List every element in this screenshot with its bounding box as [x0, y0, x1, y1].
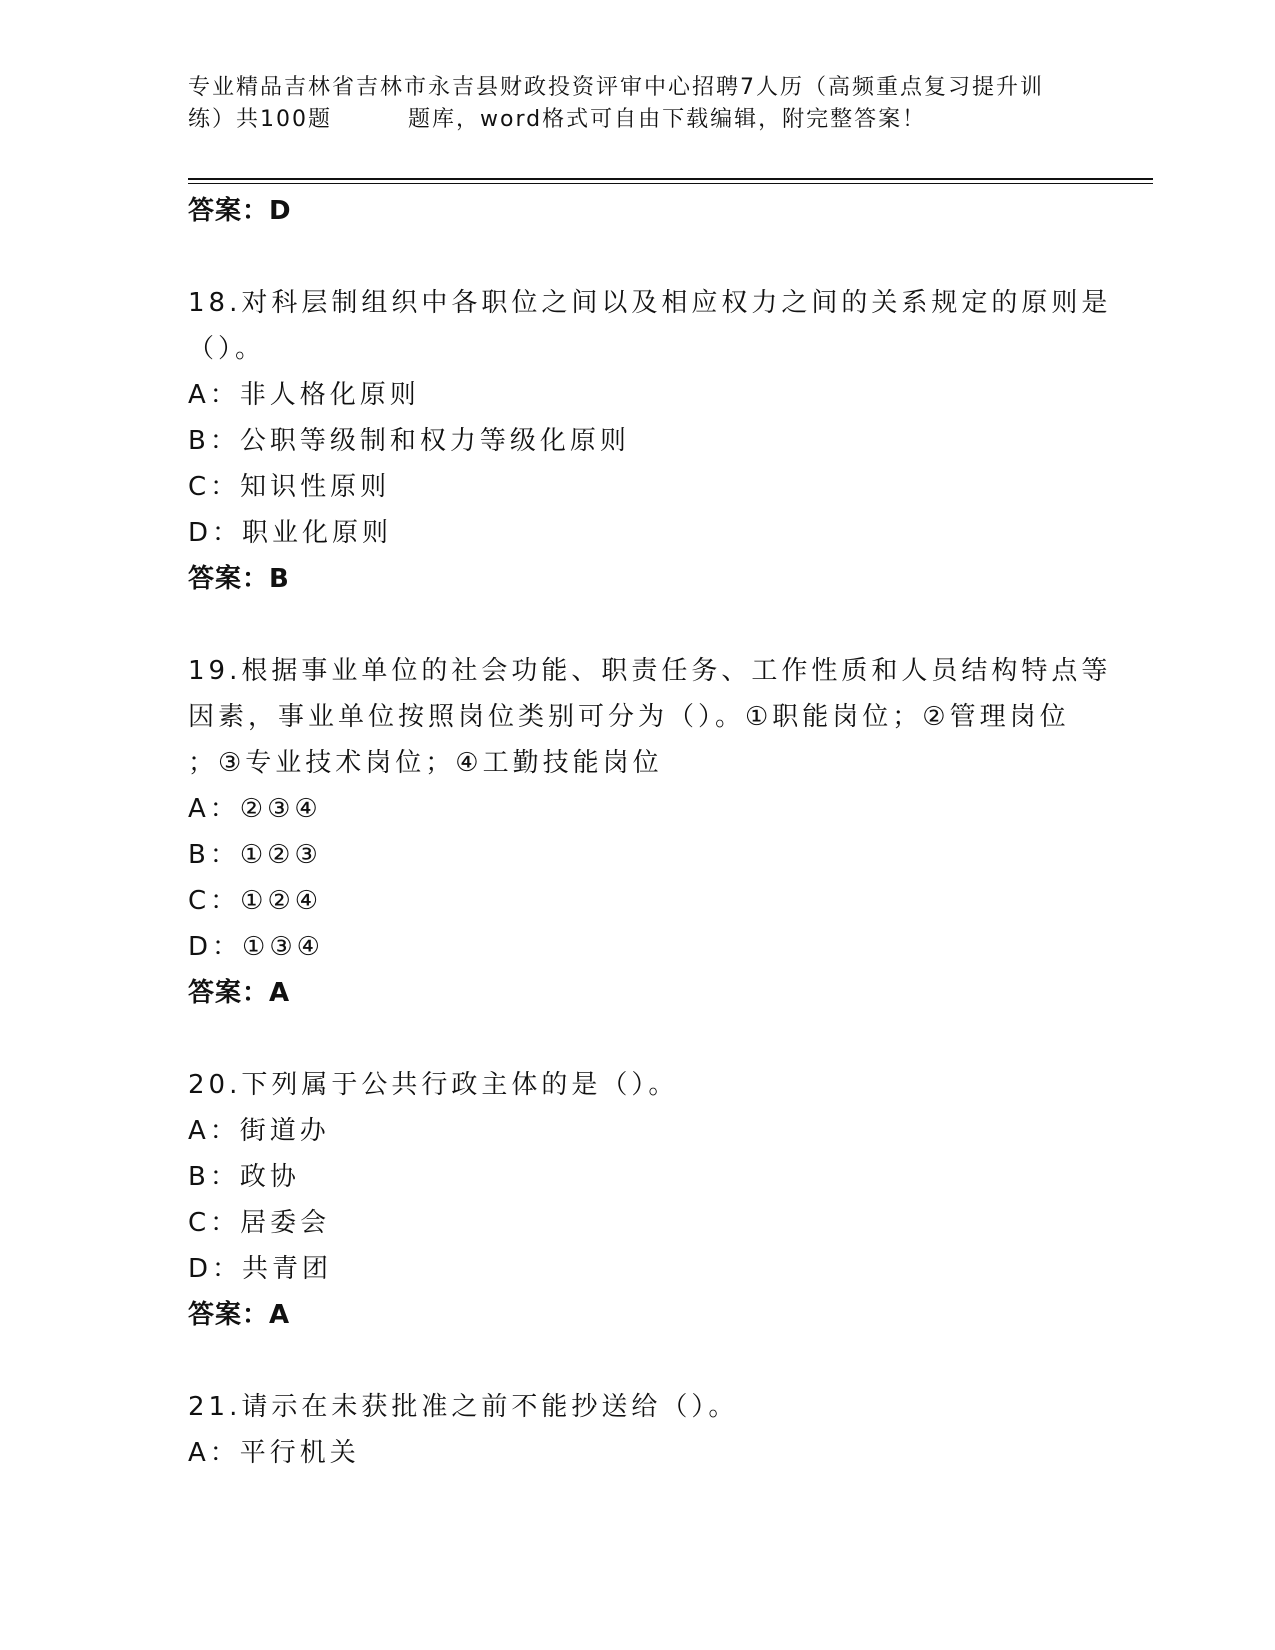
question-19-option-b: B：①②③ [188, 840, 322, 870]
question-19-stem-line-1: 19.根据事业单位的社会功能、职责任务、工作性质和人员结构特点等 [188, 656, 1112, 686]
answer-17: 答案：D [188, 196, 292, 226]
header-line-1: 专业精品吉林省吉林市永吉县财政投资评审中心招聘7人历（高频重点复习提升训 [188, 75, 1044, 100]
question-19-stem-line-2: 因素，事业单位按照岗位类别可分为（）。①职能岗位；②管理岗位 [188, 702, 1070, 732]
question-19-stem-line-3: ；③专业技术岗位；④工勤技能岗位 [188, 748, 663, 778]
question-21-stem-line-1: 21.请示在未获批准之前不能抄送给（）。 [188, 1392, 739, 1422]
question-18-option-a: A：非人格化原则 [188, 380, 420, 410]
question-19-option-c: C：①②④ [188, 886, 323, 916]
question-18-option-d: D：职业化原则 [188, 518, 393, 548]
header-rule-thin [188, 183, 1153, 184]
question-20 [188, 1062, 1088, 1338]
document-body [188, 188, 1112, 1476]
question-19-option-d: D：①③④ [188, 932, 324, 962]
question-18-option-c: C：知识性原则 [188, 472, 391, 502]
question-20-option-a: A：街道办 [188, 1116, 330, 1146]
header-rule-thick [188, 178, 1153, 180]
question-20-option-d: D：共青团 [188, 1254, 333, 1284]
question-20-answer: 答案：A [188, 1300, 291, 1330]
question-20-option-c: C：居委会 [188, 1208, 331, 1238]
document-header [188, 72, 1088, 136]
question-19 [188, 648, 1112, 1016]
question-19-option-a: A：②③④ [188, 794, 322, 824]
question-18-stem-line-2: （）。 [188, 334, 266, 364]
question-18-stem-line-1: 18.对科层制组织中各职位之间以及相应权力之间的关系规定的原则是 [188, 288, 1112, 318]
question-21-option-a: A：平行机关 [188, 1438, 360, 1468]
question-18 [188, 280, 1112, 602]
question-18-option-b: B：公职等级制和权力等级化原则 [188, 426, 630, 456]
question-20-stem-line-1: 20.下列属于公共行政主体的是（）。 [188, 1070, 679, 1100]
question-21 [188, 1384, 1088, 1476]
question-20-option-b: B：政协 [188, 1162, 300, 1192]
question-18-answer: 答案：B [188, 564, 290, 594]
header-line-2 [188, 104, 1088, 136]
question-19-answer: 答案：A [188, 978, 291, 1008]
header-line-2-part-1: 练）共100题 [188, 107, 332, 132]
header-line-2-part-2: 题库，word格式可自由下载编辑，附完整答案！ [408, 107, 927, 132]
